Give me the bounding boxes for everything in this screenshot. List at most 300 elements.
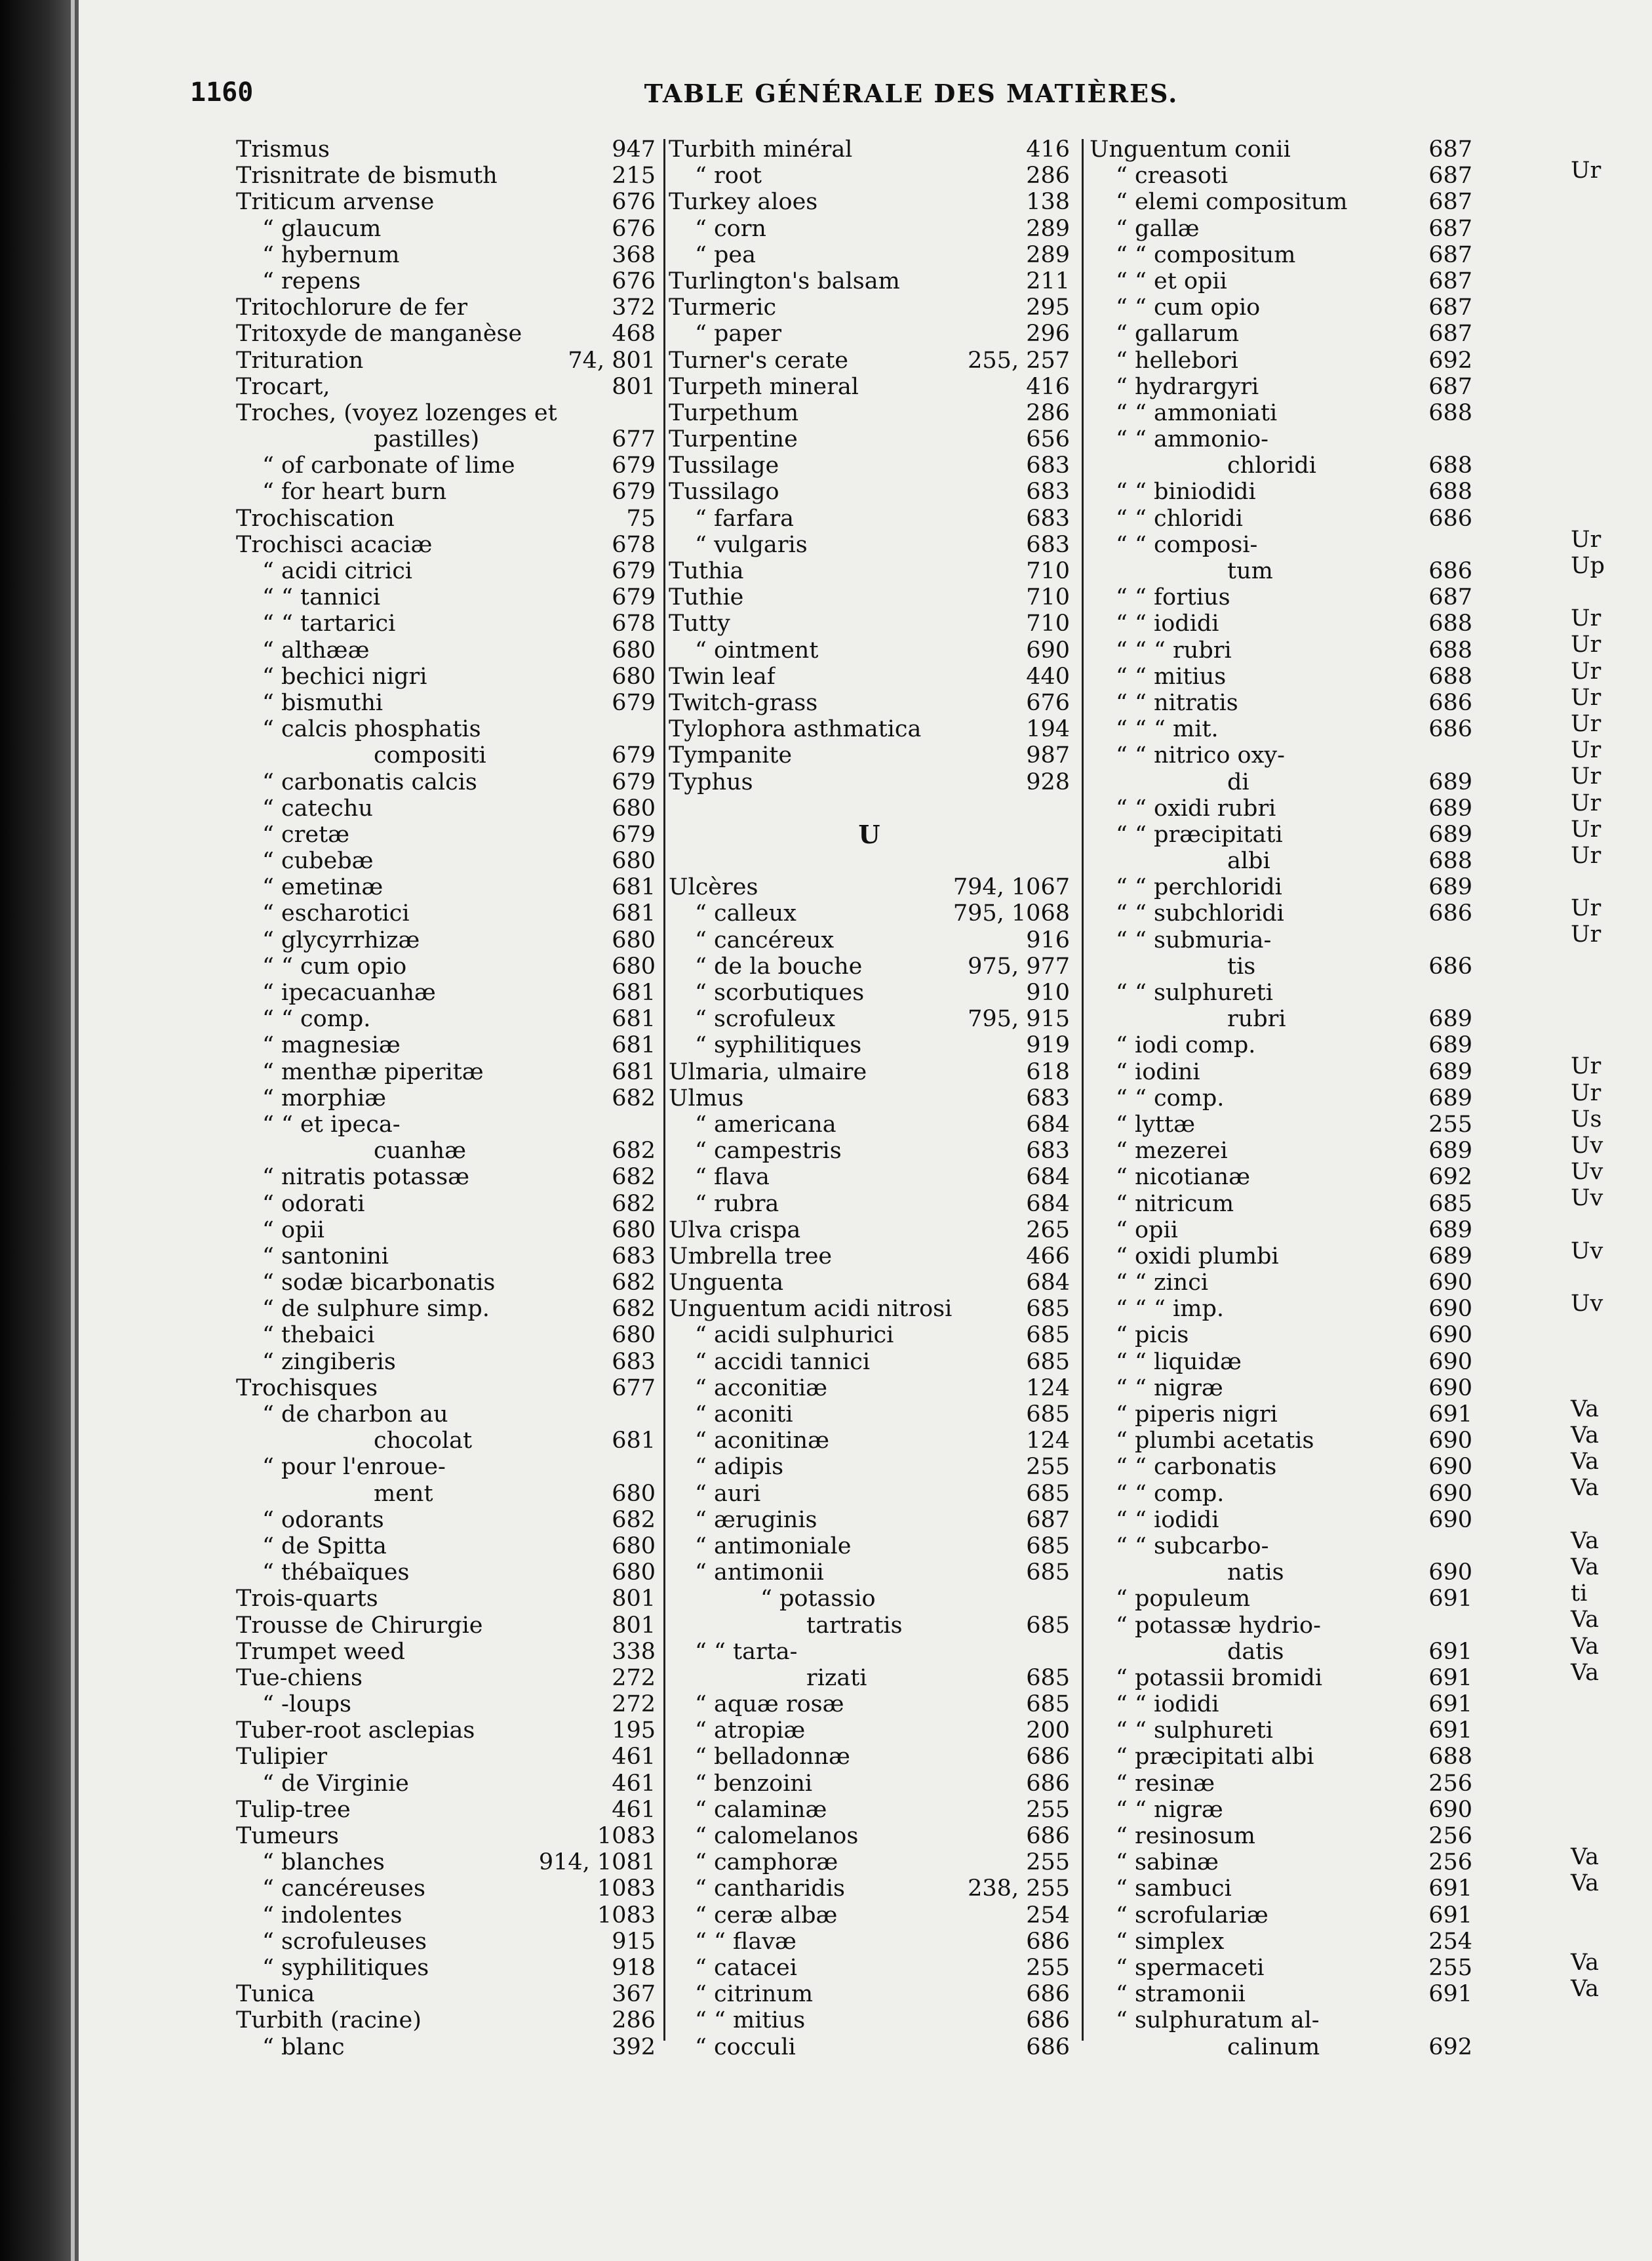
entry-page-ref: 680: [612, 1322, 656, 1349]
entry-term: “ pea: [695, 241, 757, 268]
facing-page-fragment-line: Ur: [1571, 605, 1602, 632]
entry-term: rizati: [806, 1664, 867, 1691]
entry-page-ref: 685: [1026, 1296, 1070, 1323]
entry-term: “ citrinum: [695, 1981, 814, 2008]
entry-page-ref: 468: [612, 321, 656, 348]
index-entry: [236, 452, 656, 479]
entry-page-ref: 289: [1026, 241, 1070, 268]
entry-term: Unguenta: [669, 1270, 784, 1296]
index-entry: [236, 1270, 656, 1296]
entry-page-ref: 690: [1428, 1454, 1472, 1481]
entry-term: “ “ præcipitati: [1116, 821, 1283, 848]
entry-term: “ “ nitrico oxy-: [1116, 742, 1285, 769]
entry-page-ref: 286: [1026, 399, 1070, 426]
entry-page-ref: 461: [612, 1770, 656, 1797]
facing-page-fragment-line: [1571, 1264, 1649, 1291]
entry-page-ref: 679: [612, 689, 656, 716]
entry-page-ref: 680: [612, 795, 656, 822]
entry-term: “ “ submuria-: [1116, 927, 1272, 953]
index-entry: [1090, 479, 1472, 505]
entry-term: “ “ iodidi: [1116, 610, 1219, 637]
entry-term: “ calomelanos: [695, 1823, 859, 1849]
entry-term: “ “ zinci: [1116, 1270, 1209, 1296]
entry-term: “ “ comp.: [1116, 1085, 1225, 1111]
index-entry: [669, 532, 1070, 558]
entry-page-ref: 690: [1428, 1270, 1472, 1296]
facing-page-fragment: [1547, 0, 1652, 2261]
index-entry: [1090, 2007, 1472, 2033]
entry-term: “ “ iodidi: [1116, 1691, 1219, 1718]
section-letter: U: [858, 819, 880, 849]
facing-page-fragment-line: [1571, 1343, 1649, 1369]
entry-page-ref: 687: [1026, 1506, 1070, 1533]
index-entry: [236, 348, 656, 374]
column-rule-2: [1082, 139, 1084, 2041]
entry-term: “ calcis phosphatis: [262, 716, 481, 743]
facing-page-fragment-line: Ur: [1571, 684, 1602, 711]
index-entry: [236, 716, 656, 742]
entry-term: “ populeum: [1116, 1586, 1251, 1612]
entry-term: “ indolentes: [262, 1902, 403, 1929]
index-entry: [1090, 1717, 1472, 1744]
index-entry: [669, 189, 1070, 215]
entry-term: Turbith (racine): [236, 2007, 422, 2034]
index-entry: [1090, 532, 1472, 558]
entry-term: compositi: [374, 742, 486, 769]
entry-page-ref: 256: [1428, 1823, 1472, 1849]
index-entry: [236, 1902, 656, 1929]
entry-page-ref: 680: [612, 848, 656, 875]
index-entry: [1090, 1032, 1472, 1058]
index-entry: [669, 953, 1070, 980]
entry-page-ref: 690: [1428, 1559, 1472, 1586]
index-entry: [236, 1981, 656, 2007]
facing-page-fragment-line: Va: [1571, 1527, 1599, 1554]
entry-term: cuanhæ: [374, 1138, 466, 1165]
entry-term: “ vulgaris: [695, 531, 808, 558]
entry-page-ref: 710: [1026, 558, 1070, 584]
entry-page-ref: 195: [612, 1717, 656, 1744]
entry-page-ref: 679: [612, 558, 656, 584]
entry-term: Turlington's balsam: [669, 268, 900, 294]
index-entry: [1090, 874, 1472, 900]
entry-term: tis: [1227, 953, 1256, 980]
entry-term: “ pour l'enroue-: [262, 1454, 446, 1481]
entry-page-ref: 686: [1026, 1981, 1070, 2008]
entry-term: tartratis: [806, 1612, 903, 1639]
index-entry: [236, 1823, 656, 1849]
index-entry: [236, 479, 656, 505]
entry-term: “ æruginis: [695, 1506, 817, 1533]
facing-page-fragment-line: [1571, 473, 1649, 500]
entry-page-ref: 286: [612, 2007, 656, 2034]
entry-page-ref: 683: [1026, 505, 1070, 532]
entry-term: “ “ cum opio: [1116, 294, 1261, 321]
index-entry: [236, 1428, 656, 1454]
entry-term: “ “ compositum: [1116, 241, 1296, 268]
entry-page-ref: 679: [612, 769, 656, 795]
index-entry: [236, 426, 656, 452]
index-entry: [236, 1639, 656, 1665]
index-entry: [1090, 664, 1472, 690]
index-entry: [669, 1849, 1070, 1875]
index-entry: [669, 1533, 1070, 1559]
entry-page-ref: 692: [1428, 347, 1472, 374]
index-entry: [669, 980, 1070, 1006]
entry-page-ref: 682: [612, 1506, 656, 1533]
index-entry: [669, 506, 1070, 532]
entry-term: “ “ liquidæ: [1116, 1348, 1242, 1375]
entry-page-ref: 682: [612, 1085, 656, 1111]
entry-term: “ emetinæ: [262, 874, 384, 901]
index-entry: [236, 1164, 656, 1190]
entry-page-ref: 680: [612, 1532, 656, 1559]
index-entry: [669, 1059, 1070, 1085]
index-entry: [669, 1085, 1070, 1111]
entry-page-ref: 679: [612, 584, 656, 611]
entry-term: “ scrofulariæ: [1116, 1902, 1268, 1929]
entry-term: “ antimonii: [695, 1559, 824, 1586]
index-entry: [1090, 980, 1472, 1006]
entry-term: “ aconitinæ: [695, 1428, 829, 1454]
entry-term: ment: [374, 1480, 433, 1507]
index-entry: [1090, 690, 1472, 716]
entry-term: Trisnitrate de bismuth: [236, 163, 498, 190]
entry-page-ref: 688: [1428, 1744, 1472, 1771]
entry-page-ref: 685: [1026, 1664, 1070, 1691]
entry-term: Turkey aloes: [669, 189, 818, 216]
entry-page-ref: 679: [612, 742, 656, 769]
index-entry: [669, 742, 1070, 769]
facing-page-fragment-line: [1571, 184, 1649, 210]
entry-page-ref: 686: [1026, 1770, 1070, 1797]
entry-term: natis: [1227, 1559, 1284, 1586]
entry-term: “ acidi sulphurici: [695, 1322, 894, 1349]
entry-page-ref: 676: [612, 215, 656, 242]
entry-page-ref: 686: [1428, 953, 1472, 980]
entry-term: “ de Spitta: [262, 1532, 387, 1559]
entry-term: “ syphilitiques: [262, 1954, 429, 1981]
entry-page-ref: 689: [1428, 1085, 1472, 1111]
facing-page-fragment-line: [1571, 1791, 1649, 1818]
entry-page-ref: 688: [1428, 399, 1472, 426]
facing-page-fragment-line: Uv: [1571, 1159, 1603, 1186]
index-entry: [236, 506, 656, 532]
entry-page-ref: 682: [612, 1164, 656, 1191]
index-entry: [669, 1481, 1070, 1507]
facing-page-fragment-line: Ur: [1571, 763, 1602, 790]
facing-page-fragment-line: Ur: [1571, 157, 1602, 184]
index-entry: [1090, 1849, 1472, 1875]
entry-term: “ catacei: [695, 1954, 797, 1981]
facing-page-fragment-line: [1571, 395, 1649, 421]
entry-page-ref: 691: [1428, 1981, 1472, 2008]
entry-term: “ “ tartarici: [262, 610, 396, 637]
facing-page-fragment-line: Va: [1571, 1870, 1599, 1897]
entry-page-ref: 687: [1428, 584, 1472, 611]
entry-term: Tulipier: [236, 1744, 328, 1771]
index-entry: [1090, 1612, 1472, 1639]
entry-page-ref: 255, 257: [968, 347, 1070, 374]
entry-term: Twitch-grass: [669, 689, 818, 716]
entry-page-ref: 683: [1026, 479, 1070, 506]
entry-term: “ “ ammoniati: [1116, 399, 1278, 426]
entry-page-ref: 686: [1428, 900, 1472, 927]
entry-term: “ “ et opii: [1116, 268, 1227, 294]
index-entry: [1090, 268, 1472, 294]
entry-page-ref: 684: [1026, 1190, 1070, 1217]
entry-term: “ cancéreuses: [262, 1875, 425, 1902]
book-spine: [0, 0, 79, 2261]
entry-page-ref: 688: [1428, 479, 1472, 506]
index-entry: [1090, 584, 1472, 610]
entry-term: “ for heart burn: [262, 479, 447, 506]
facing-page-fragment-line: [1571, 1712, 1649, 1738]
entry-page-ref: 461: [612, 1796, 656, 1823]
entry-term: “ nitratis potassæ: [262, 1164, 469, 1191]
entry-term: “ “ nitratis: [1116, 689, 1238, 716]
entry-page-ref: 238, 255: [968, 1875, 1070, 1902]
index-entry: [669, 1507, 1070, 1533]
index-entry: [236, 1322, 656, 1348]
entry-term: “ farfara: [695, 505, 794, 532]
facing-page-fragment-line: Uv: [1571, 1291, 1603, 1317]
entry-page-ref: 691: [1428, 1691, 1472, 1718]
entry-term: “ ipecacuanhæ: [262, 980, 436, 1006]
facing-page-fragment-line: [1571, 1738, 1649, 1765]
entry-term: “ blanches: [262, 1849, 385, 1876]
index-entry: [1090, 1665, 1472, 1691]
entry-term: Troches, (voyez lozenges et: [236, 399, 557, 426]
index-entry: [1090, 1296, 1472, 1322]
entry-term: “ scrofuleuses: [262, 1928, 427, 1955]
entry-term: di: [1227, 769, 1249, 795]
entry-page-ref: 916: [1026, 927, 1070, 953]
entry-page-ref: 691: [1428, 1401, 1472, 1428]
index-entry: [669, 479, 1070, 505]
index-entry: [669, 1375, 1070, 1401]
entry-page-ref: 690: [1428, 1296, 1472, 1323]
entry-term: “ cretæ: [262, 821, 350, 848]
entry-page-ref: 680: [612, 953, 656, 980]
index-entry: [669, 1771, 1070, 1797]
facing-page-fragment-line: Ur: [1571, 842, 1602, 869]
entry-page-ref: 689: [1428, 795, 1472, 822]
entry-page-ref: 272: [612, 1664, 656, 1691]
entry-page-ref: 689: [1428, 769, 1472, 795]
entry-term: “ “ chloridi: [1116, 505, 1243, 532]
entry-term: Trois-quarts: [236, 1586, 378, 1612]
index-entry: [236, 742, 656, 769]
index-entry: [236, 1744, 656, 1770]
index-entry: [669, 664, 1070, 690]
facing-page-fragment-line: Ur: [1571, 1079, 1602, 1106]
entry-page-ref: 338: [612, 1638, 656, 1665]
entry-page-ref: 683: [612, 1243, 656, 1270]
facing-page-fragment-line: [1571, 1923, 1649, 1950]
entry-term: “ scorbutiques: [695, 980, 865, 1006]
facing-page-fragment-line: [1571, 1370, 1649, 1396]
entry-term: “ “ iodidi: [1116, 1506, 1219, 1533]
entry-page-ref: 795, 915: [968, 1006, 1070, 1033]
entry-term: “ “ et ipeca-: [262, 1111, 401, 1138]
entry-term: Tutty: [669, 610, 730, 637]
entry-page-ref: 255: [1026, 1849, 1070, 1876]
index-entry: [669, 795, 1070, 822]
entry-term: “ glycyrrhizæ: [262, 927, 420, 953]
entry-term: Tylophora asthmatica: [669, 716, 922, 743]
entry-page-ref: 679: [612, 479, 656, 506]
entry-term: “ “ mitius: [1116, 663, 1227, 690]
entry-term: “ morphiæ: [262, 1085, 387, 1111]
entry-page-ref: 687: [1428, 321, 1472, 348]
entry-page-ref: 681: [612, 1006, 656, 1033]
facing-page-fragment-line: Va: [1571, 1475, 1599, 1502]
index-entry: [236, 1349, 656, 1375]
index-entry: [669, 1744, 1070, 1770]
entry-term: “ nitricum: [1116, 1190, 1234, 1217]
entry-term: pastilles): [374, 426, 480, 453]
index-entry: [236, 1296, 656, 1322]
entry-term: “ lyttæ: [1116, 1111, 1196, 1138]
facing-page-fragment-line: [1571, 315, 1649, 342]
entry-page-ref: 682: [612, 1190, 656, 1217]
entry-page-ref: 676: [612, 268, 656, 294]
index-entry: [669, 1639, 1070, 1665]
index-entry: [1090, 242, 1472, 268]
index-entry: [1090, 769, 1472, 795]
entry-term: “ catechu: [262, 795, 373, 822]
entry-page-ref: 215: [612, 163, 656, 190]
index-entry: [1090, 1059, 1472, 1085]
entry-term: Tuthia: [669, 558, 744, 584]
facing-page-fragment-line: [1571, 342, 1649, 368]
facing-page-fragment-line: [1571, 1317, 1649, 1343]
entry-page-ref: 684: [1026, 1111, 1070, 1138]
entry-term: “ “ “ mit.: [1116, 716, 1219, 743]
entry-term: “ de Virginie: [262, 1770, 409, 1797]
entry-page-ref: 692: [1428, 2033, 1472, 2060]
entry-term: “ scrofuleux: [695, 1006, 836, 1033]
entry-term: “ sabinæ: [1116, 1849, 1219, 1876]
index-entry: [236, 242, 656, 268]
index-entry: [1090, 1797, 1472, 1823]
facing-page-fragment-line: Ur: [1571, 921, 1602, 948]
facing-page-fragment-line: Va: [1571, 1449, 1599, 1475]
index-entry: [669, 321, 1070, 347]
entry-page-ref: 690: [1428, 1506, 1472, 1533]
facing-page-fragment-line: Va: [1571, 1395, 1599, 1422]
entry-term: “ -loups: [262, 1691, 352, 1718]
index-entry: [1090, 348, 1472, 374]
index-entry: [669, 1981, 1070, 2007]
entry-page-ref: 256: [1428, 1770, 1472, 1797]
index-entry: [669, 400, 1070, 426]
entry-term: “ acidi citrici: [262, 558, 412, 584]
index-entry: [669, 1717, 1070, 1744]
entry-page-ref: 689: [1428, 1006, 1472, 1033]
facing-page-fragment-line: [1571, 500, 1649, 526]
entry-page-ref: 211: [1026, 268, 1070, 294]
facing-page-fragment-line: [1571, 1212, 1649, 1238]
entry-term: “ sambuci: [1116, 1875, 1232, 1902]
entry-page-ref: 683: [1026, 531, 1070, 558]
entry-page-ref: 690: [1428, 1322, 1472, 1349]
index-entry: [669, 637, 1070, 664]
entry-page-ref: 678: [612, 531, 656, 558]
index-entry: [669, 1217, 1070, 1243]
index-entry: [669, 1006, 1070, 1032]
entry-page-ref: 683: [612, 1348, 656, 1375]
entry-page-ref: 691: [1428, 1586, 1472, 1612]
entry-term: “ zingiberis: [262, 1348, 396, 1375]
entry-page-ref: 691: [1428, 1638, 1472, 1665]
index-entry: [236, 1375, 656, 1401]
index-entry: [236, 1875, 656, 1902]
index-entry: [1090, 1902, 1472, 1929]
entry-term: “ benzoini: [695, 1770, 813, 1797]
entry-page-ref: 295: [1026, 294, 1070, 321]
entry-term: “ ceræ albæ: [695, 1902, 838, 1929]
entry-term: calinum: [1227, 2033, 1320, 2060]
index-column-1: [236, 136, 656, 2060]
index-entry: [669, 1691, 1070, 1717]
entry-term: “ “ comp.: [1116, 1480, 1225, 1507]
entry-term: Trumpet weed: [236, 1638, 405, 1665]
entry-page-ref: 686: [1026, 2033, 1070, 2060]
index-entry: [669, 216, 1070, 242]
entry-term: Turner's cerate: [669, 347, 849, 374]
entry-page-ref: 677: [612, 1374, 656, 1401]
index-entry: [669, 848, 1070, 874]
entry-term: Trochiscation: [236, 505, 395, 532]
index-entry: [1090, 1375, 1472, 1401]
entry-term: “ “ composi-: [1116, 531, 1258, 558]
index-entry: [236, 321, 656, 347]
entry-term: “ “ flavæ: [695, 1928, 796, 1955]
entry-term: Tussilago: [669, 479, 779, 506]
entry-term: “ calleux: [695, 900, 796, 927]
index-entry: [1090, 742, 1472, 769]
index-entry: [669, 874, 1070, 900]
entry-term: “ aquæ rosæ: [695, 1691, 844, 1718]
entry-page-ref: 679: [612, 452, 656, 479]
entry-term: “ acconitiæ: [695, 1374, 828, 1401]
entry-page-ref: 687: [1428, 241, 1472, 268]
index-entry: [1090, 1138, 1472, 1164]
index-entry: [669, 1270, 1070, 1296]
entry-page-ref: 681: [612, 1058, 656, 1085]
facing-page-fragment-line: [1571, 447, 1649, 473]
entry-page-ref: 688: [1428, 637, 1472, 664]
entry-page-ref: 680: [612, 1216, 656, 1243]
entry-term: Twin leaf: [669, 663, 776, 690]
index-entry: [236, 1059, 656, 1085]
entry-term: rubri: [1227, 1006, 1286, 1033]
facing-page-fragment-line: Va: [1571, 1607, 1599, 1633]
entry-page-ref: 689: [1428, 874, 1472, 901]
index-entry: [236, 532, 656, 558]
entry-page-ref: 686: [1026, 1823, 1070, 1849]
index-entry: [669, 1612, 1070, 1639]
index-entry: [669, 242, 1070, 268]
entry-term: Tympanite: [669, 742, 793, 769]
entry-page-ref: 272: [612, 1691, 656, 1718]
index-entry: [236, 216, 656, 242]
entry-term: “ cubebæ: [262, 848, 374, 875]
entry-term: “ oxidi plumbi: [1116, 1243, 1279, 1270]
entry-term: “ piperis nigri: [1116, 1401, 1278, 1428]
